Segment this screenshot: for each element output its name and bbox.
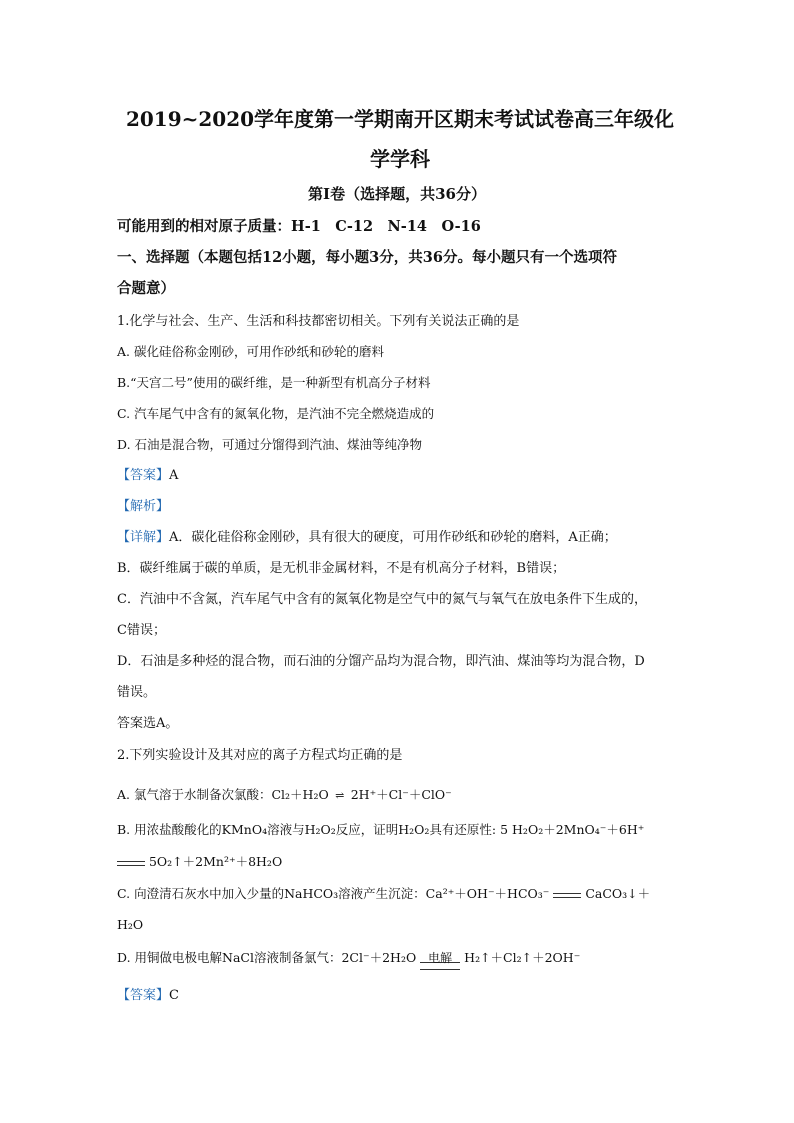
q1-detail-line5: D．石油是多种烃的混合物，而石油的分馏产品均为混合物，即汽油、煤油等均为混合物，D (117, 654, 645, 669)
equals-sign-icon (117, 856, 145, 870)
answer-value: C (169, 988, 179, 1003)
q2-option-c-text: C. 向澄清石灰水中加入少量的NaHCO₃溶液产生沉淀：Ca²⁺＋OH⁻＋HCO₃⁻ (117, 886, 550, 901)
q2-option-d-text: D. 用铜做电极电解NaCl溶液制备氯气：2Cl⁻＋2H₂O (117, 950, 417, 965)
answer-tag: 【答案】 (117, 468, 170, 483)
q1-option-b: B.“天宫二号”使用的碳纤维，是一种新型有机高分子材料 (117, 375, 431, 390)
q1-option-c: C. 汽车尾气中含有的氮氧化物，是汽油不完全燃烧造成的 (117, 406, 435, 421)
equals-sign-icon (553, 888, 581, 902)
q2-option-a-rhs: 2H⁺＋Cl⁻＋ClO⁻ (350, 787, 452, 802)
q2-option-c-rhs: CaCO₃↓＋ (585, 886, 651, 901)
q2-stem: 2.下列实验设计及其对应的离子方程式均正确的是 (117, 748, 403, 763)
q1-option-d: D. 石油是混合物，可通过分馏得到汽油、煤油等纯净物 (117, 437, 423, 452)
reversible-arrow-icon: ⇌ (335, 788, 345, 802)
instruction-line1: 一、选择题（本题包括12小题，每小题3分，共36分。每小题只有一个选项符 (117, 249, 617, 266)
q1-detail-line2: B．碳纤维属于碳的单质，是无机非金属材料，不是有机高分子材料，B错误； (117, 561, 566, 576)
answer-tag: 【答案】 (117, 988, 170, 1003)
q2-option-d-rhs: H₂↑＋Cl₂↑＋2OH⁻ (464, 950, 581, 965)
detail-tag: 【详解】 (117, 530, 170, 545)
electrolysis-label: 电解 (428, 951, 453, 965)
q1-analysis-tag: 【解析】 (117, 499, 170, 514)
q1-answer (117, 466, 687, 486)
electrolysis-arrow (420, 952, 460, 970)
q2-option-b-line2 (117, 852, 687, 872)
q2-option-c-line2: H₂O (117, 917, 144, 932)
q1-detail-line3: C．汽油中不含氮，汽车尾气中含有的氮氧化物是空气中的氮气与氧气在放电条件下生成的， (117, 592, 647, 607)
q2-option-c-line1 (117, 884, 687, 904)
q2-option-b-products: 5O₂↑＋2Mn²⁺＋8H₂O (148, 854, 283, 869)
q2-option-a (117, 785, 687, 806)
q2-answer (117, 986, 687, 1006)
answer-value: A (169, 468, 179, 483)
q2-option-a-eq: Cl₂＋H₂O (271, 787, 329, 802)
q1-option-a: A. 碳化硅俗称金刚砂，可用作砂纸和砂轮的磨料 (117, 344, 384, 359)
atomic-mass-line: 可能用到的相对原子质量：H-1 C-12 N-14 O-16 (117, 218, 481, 235)
q1-stem: 1.化学与社会、生产、生活和科技都密切相关。下列有关说法正确的是 (117, 314, 520, 329)
q1-detail-line1 (117, 528, 687, 548)
exam-title-line2: 学学科 (370, 147, 430, 171)
q1-detail-line4: C错误； (117, 623, 166, 638)
q1-conclusion: 答案选A。 (117, 716, 179, 731)
q2-option-d (117, 948, 687, 970)
instruction-line2: 合题意） (117, 280, 175, 297)
detail-text: A．碳化硅俗称金刚砂，具有很大的硬度，可用作砂纸和砂轮的磨料，A正确； (169, 530, 617, 545)
exam-title-line1: 2019~2020学年度第一学期南开区期末考试试卷高三年级化 (125, 107, 675, 131)
q2-option-b-line1: B. 用浓盐酸酸化的KMnO₄溶液与H₂O₂反应，证明H₂O₂具有还原性: 5 H₂O₂＋2MnO₄⁻＋6H⁺ (117, 822, 645, 837)
q2-option-a-text: A. 氯气溶于水制备次氯酸： (117, 787, 272, 802)
section-title: 第Ⅰ卷（选择题，共36分） (308, 185, 486, 203)
q1-detail-line6: 错误。 (117, 685, 157, 700)
